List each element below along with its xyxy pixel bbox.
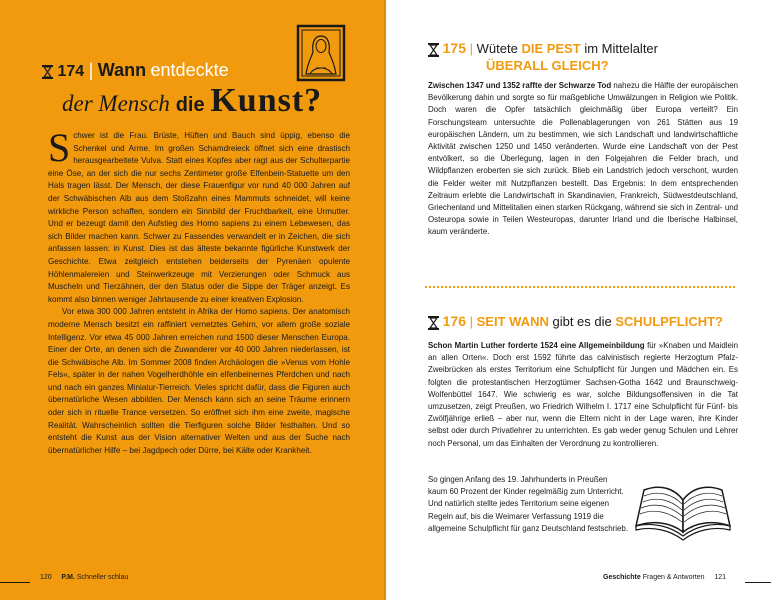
title-word: der Mensch xyxy=(62,91,170,116)
paragraph xyxy=(48,306,350,457)
paragraph xyxy=(428,80,738,239)
paragraph-text: für »Knaben und Maidlein an allen Orten«. Doch erst 1592 führte das calvinistisch regierte Herzogtum Pfalz-Zweibrücken als erstes Territorium eine Schulpflicht für Jungen und Mädchen ein. Es folgten die protestantischen Herzogtümer Sachsen-Gotha 1642 und Braunschweig-Wolfenbüttel 1647. Wie schwierig es war, solche Bildungsoffensiven in die Tat umzusetzen, zeigt Preußen, wo Friedrich Wilhelm I. 1717 eine Schulpflicht für Fünf- bis Zwölfjährige erließ – aber nur, wenn die Eltern nicht in der Lage waren, ihre Kinder selbst oder durch Privatlehrer zu unterrichten. Es gab weder genug Schulen und Lehrer noch Personal, um das Einhalten der Verordnung zu kontrollieren. xyxy=(428,341,738,448)
question-number: 174 xyxy=(57,63,85,80)
drop-cap: S xyxy=(48,125,71,170)
paragraph xyxy=(428,340,738,450)
open-book-illustration xyxy=(632,470,734,548)
footer-rule xyxy=(0,582,30,583)
series-title: Schneller schlau xyxy=(76,574,129,581)
title-word-kunst: Kunst? xyxy=(210,82,323,119)
lead-text: Schon Martin Luther forderte 1524 eine Allgemeinbildung xyxy=(428,341,645,350)
title-word: im Mittelalter xyxy=(584,41,658,56)
question-175-heading xyxy=(428,40,718,74)
gutter-shadow xyxy=(384,0,388,600)
question-176-body xyxy=(428,340,738,450)
paragraph-text: chwer ist die Frau. Brüste, Hüften und Bauch sind üppig, ebenso die Schenkel und Arme. Im großen Schamdreieck öffnet sich eine drastisch herausgearbeitete Vulva. Statt eines Kopfes aber ragt aus der Schulterpartie eine Öse, an der sich die nur sechs Zentimeter große Elfenbein-Statuette um den Hals tragen lässt. Der Mensch, der diese Frauenfigur vor rund 40 000 Jahren auf der Schwäbischen Alb aus dem Stoßzahn eines Mammuts schneidet, will keine wirkliche Person schaffen, sondern ein Sinnbild der Fruchtbarkeit, eine Urmutter. Und er bezeugt damit den Aufstieg des Homo sapiens zu einem Lebewesen, das sich Bilder machen kann. Schwer zu Fassendes verwandelt er in Zeichen, die sich anfassen lassen: in Kunst. Dies ist das älteste bekannte figürliche Kunstwerk der Geschichte. Etwa zeitgleich entstehen beiderseits der Pyrenäen opulente Höhlenmalereien und Steinwerkzeuge mit Verzierungen oder Schmuck aus Muscheln und Tierzähnen, der den Status oder die Sippe der Träger anzeigt. Es kommt also binnen weniger Jahrtausende zu einer kreativen Explosion. xyxy=(48,131,350,304)
separator: | xyxy=(88,60,94,80)
paragraph-text: Vor etwa 300 000 Jahren entsteht in Afrika der Homo sapiens. Der anatomisch moderne Mensch besitzt ein raffiniert vernetztes Gehirn, vor allem große soziale Intelligenz. Vor etwa 45 000 Jahren erreichen rund 1500 dieser Menschen Europa. Einer der Orte, an denen sich die Zuwanderer vor 40 000 Jahren niederlassen, ist die Schwäbische Alb. Im Sommer 2008 finden Archäologen die »Venus vom Hohle Fels«, später in der nahen Vogelherdhöhle ein elfenbeinernes Pferdchen und nach und nach ein ganzes Miniatur-Tierreich. Vieles spricht dafür, dass die Figuren auch übernatürliche Wesen abbilden. Der Mensch kann sich an seine Träume erinnern oder sich in rituelle Trance versetzen. So eröffnet sich ihm eine zweite, magische Realität. Wahrscheinlich sollten die Tierfiguren solche Bilder festhalten. Und so entsteht die Kunst aus der Vision alternativer Welten und aus der Suche nach übernatürlicher Hilfe – bei Jagdpech oder Dürre, bei Kälte oder Krankheit. xyxy=(48,307,350,455)
paragraph xyxy=(48,125,350,306)
paragraph-text: nahezu die Hälfte der europäischen Bevölkerung dahin und sorgte so für maßgebliche Umwälzungen in Religion wie Politik. Doch waren die Opfer tatsächlich gleichmäßig über Europa verteilt? Ein Forschungsteam untersuchte die Pollenablagerungen von 261 Stätten aus 19 europäischen Ländern, um zu bestimmen, wie sich Landschaft und landwirtschaftliche Aktivität zwischen 1250 und 1450 veränderten. Wurde eine Landschaft von der Pest entvölkert, so die Überlegung, lagen in den Folgejahren die Felder brach, und Wildpflanzen eroberten sie sich zurück. Blieb ein Landstrich jedoch verschont, wurden die Felder weiter mit Nutzpflanzen bestellt. Das Ergebnis: In dem entsprechenden Zeitraum erlebte die Landwirtschaft in Skandinavien, Frankreich, Südwestdeutschland, Griechenland und Mittelitalien einen starken Rückgang, während sie sich in Zentral- und Osteuropa sowie in Teilen Westeuropas, darunter Irland und die Iberische Halbinsel, kaum veränderte. xyxy=(428,81,739,237)
article-body xyxy=(48,125,350,457)
section-name: Geschichte xyxy=(603,574,641,581)
title-highlight: SCHULPFLICHT? xyxy=(615,314,723,329)
page-number: 120 xyxy=(40,574,52,581)
title-highlight: DIE PEST xyxy=(521,41,581,56)
section-subtitle: Fragen & Antworten xyxy=(642,574,705,581)
question-number: 176 xyxy=(442,313,466,329)
question-number: 175 xyxy=(442,40,466,56)
section-divider xyxy=(425,286,735,288)
question-176-heading xyxy=(428,313,738,330)
title-word: Wütete xyxy=(476,41,518,56)
title-line-2 xyxy=(62,82,322,120)
title-highlight: SEIT WANN xyxy=(476,314,549,329)
title-word: entdeckte xyxy=(150,60,229,80)
title-word: die xyxy=(175,94,205,116)
question-176-body-cont xyxy=(428,474,628,535)
brand: P.M. xyxy=(61,574,75,581)
page-number: 121 xyxy=(714,574,726,581)
hourglass-icon xyxy=(42,65,53,79)
separator: | xyxy=(469,41,473,56)
lead-text: Zwischen 1347 und 1352 raffte der Schwarze Tod xyxy=(428,81,612,90)
separator: | xyxy=(469,314,473,329)
hourglass-icon xyxy=(428,316,439,330)
title-highlight: ÜBERALL GLEICH? xyxy=(486,58,609,73)
footer-rule xyxy=(745,582,771,583)
paragraph-text: So gingen Anfang des 19. Jahrhunderts in Preußen kaum 60 Prozent der Kinder regelmäßig zum Unterricht. Und natürlich stellte jedes Territorium seine eigenen Regeln auf, bis die Weimarer Verfassung 1919 die allgemeine Schulpflicht für ganz Deutschland festschrieb. xyxy=(428,475,629,533)
hourglass-icon xyxy=(428,43,439,57)
question-175-body xyxy=(428,80,738,239)
right-footer xyxy=(603,574,726,581)
title-word: gibt es die xyxy=(552,314,612,329)
mona-lisa-illustration xyxy=(296,24,346,82)
left-footer xyxy=(40,574,128,581)
title-word: Wann xyxy=(97,60,147,80)
